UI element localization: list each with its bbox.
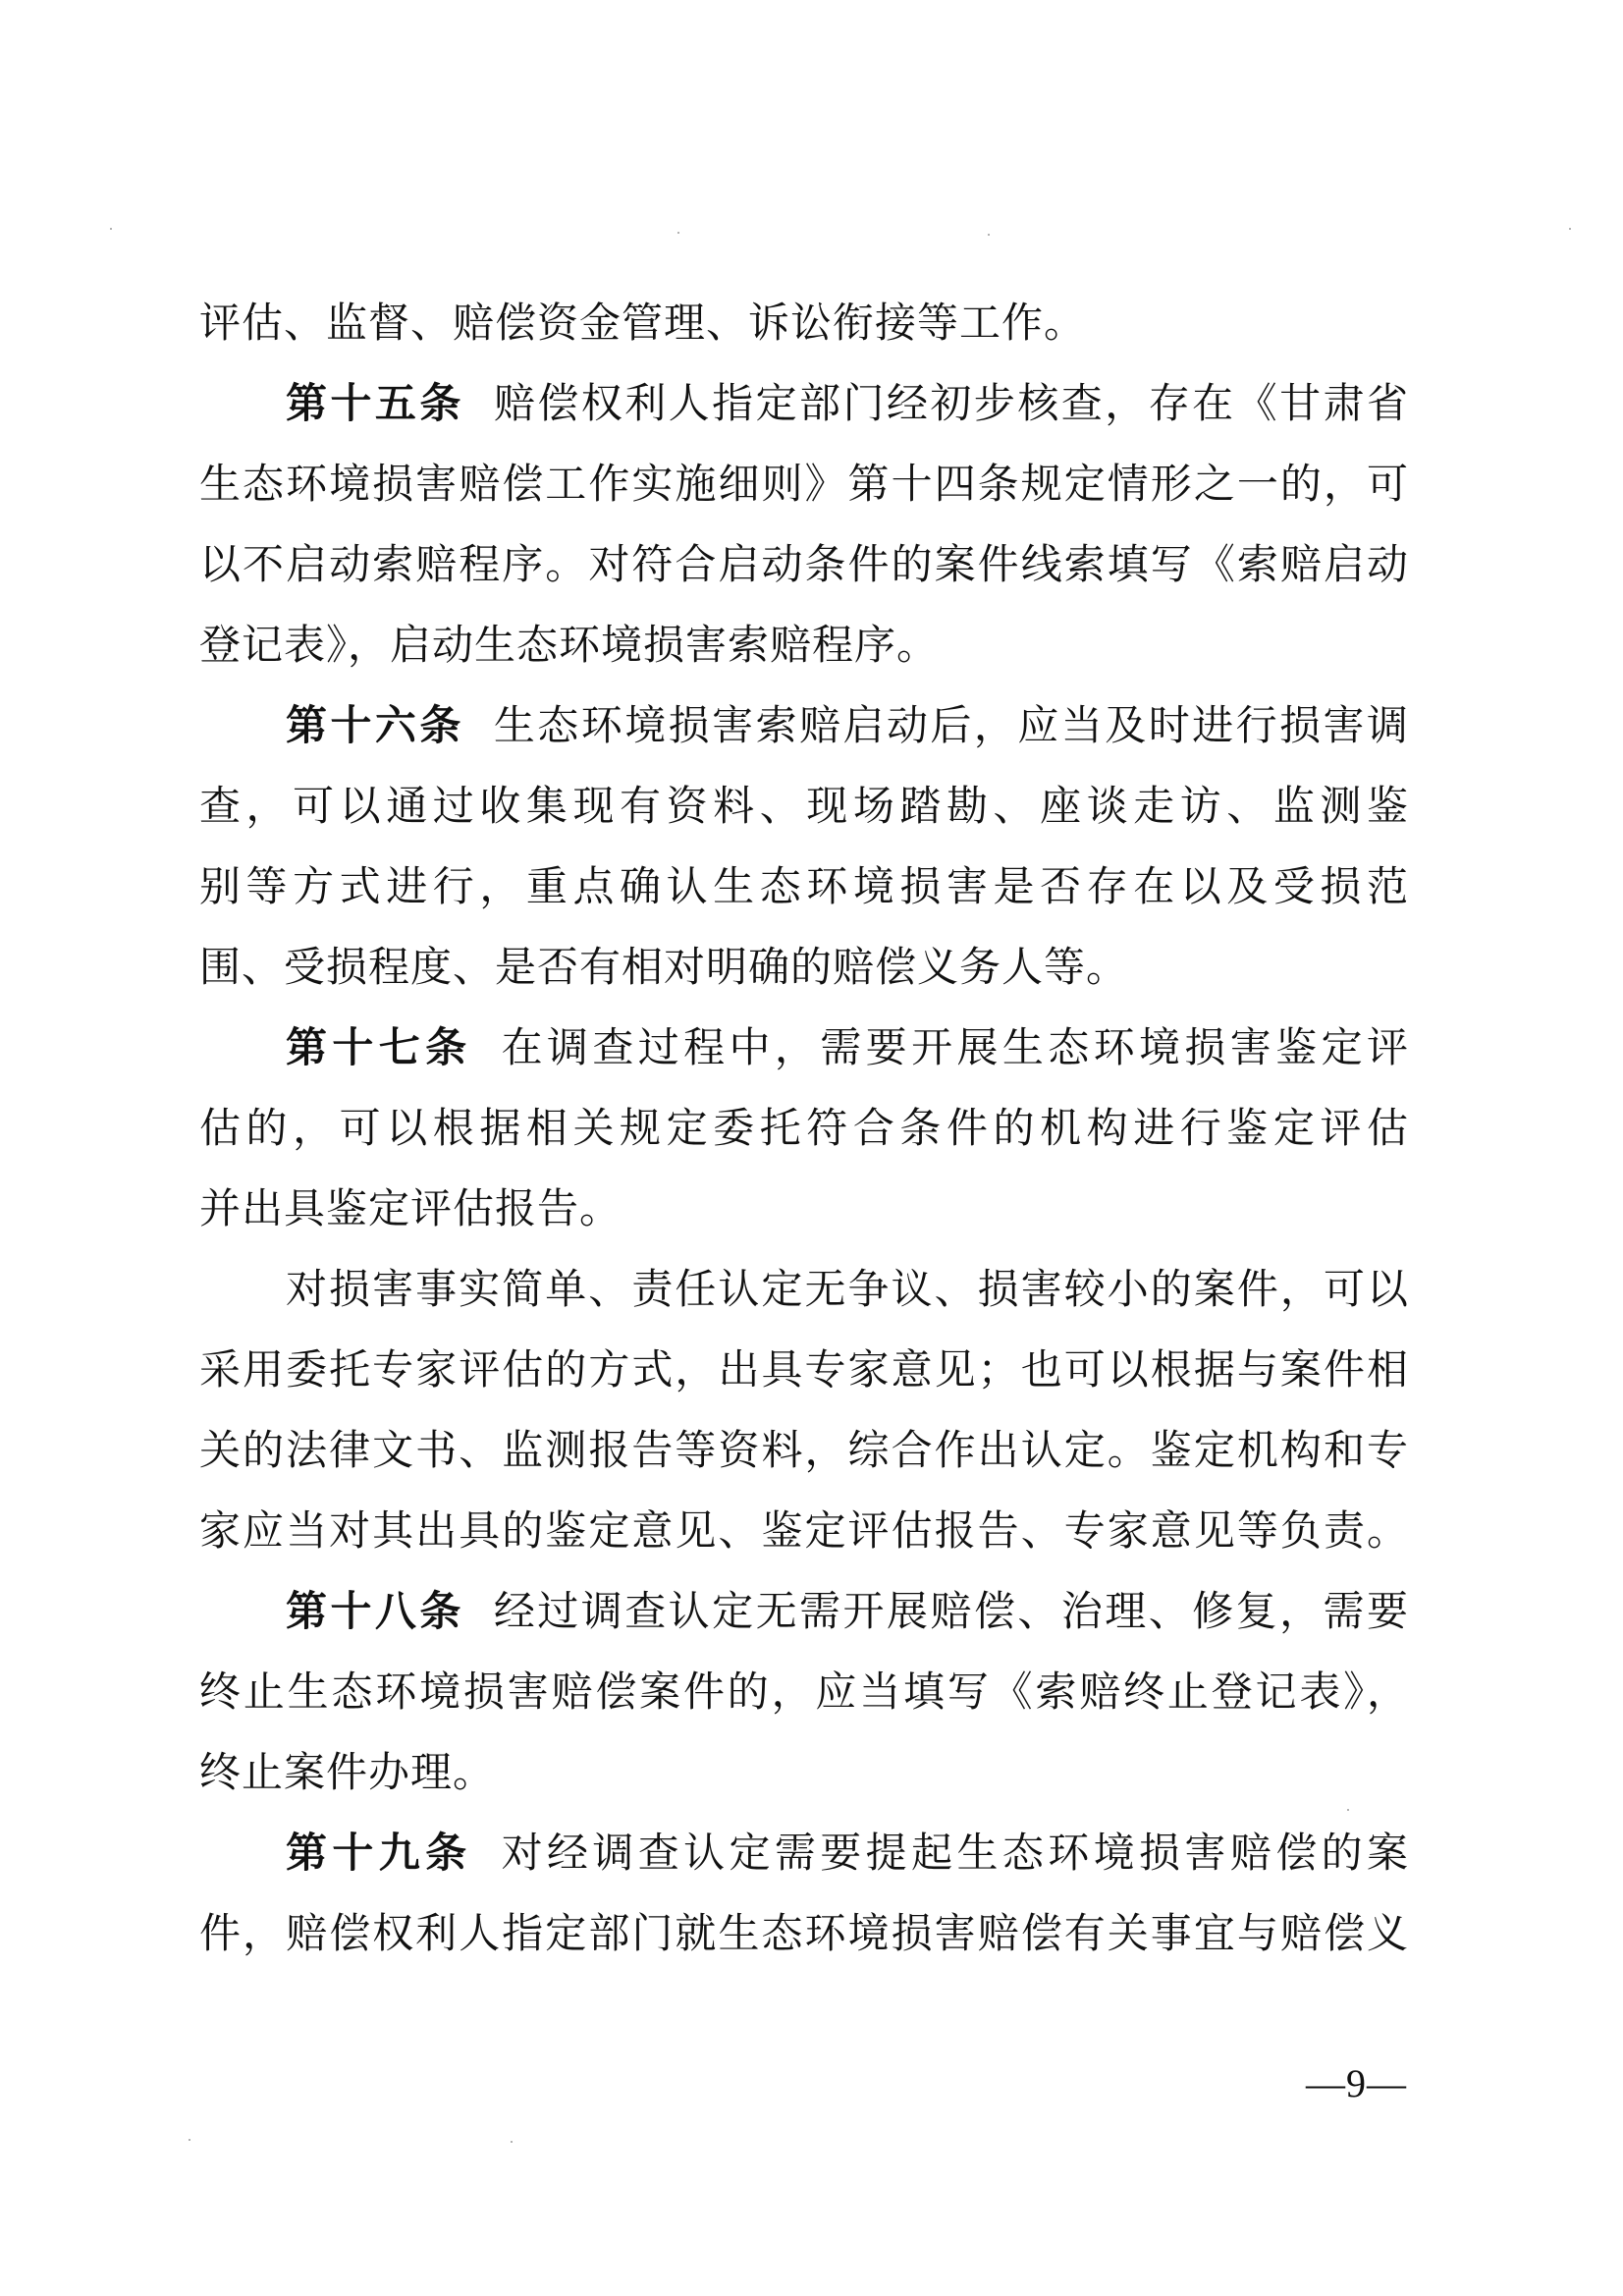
text-line: 件，赔偿权利人指定部门就生态环境损害赔偿有关事宜与赔偿义 bbox=[199, 1909, 1409, 1957]
article-text: 经过调查认定无需开展赔偿、治理、修复，需要 bbox=[493, 1587, 1409, 1635]
article-15-first-line bbox=[199, 363, 1409, 444]
article-text: 生态环境损害索赔启动后，应当及时进行损害调 bbox=[493, 701, 1409, 749]
article-number: 第十五条 bbox=[286, 379, 464, 427]
article-16-first-line bbox=[199, 685, 1409, 766]
text-line: 生态环境损害赔偿工作实施细则》第十四条规定情形之一的，可 bbox=[199, 460, 1409, 508]
text-line: 别等方式进行，重点确认生态环境损害是否存在以及受损范 bbox=[199, 862, 1409, 910]
text-line: 查，可以通过收集现有资料、现场踏勘、座谈走访、监测鉴 bbox=[199, 782, 1409, 830]
text-line: 登记表》，启动生态环境损害索赔程序。 bbox=[199, 621, 940, 669]
article-18-first-line bbox=[199, 1571, 1409, 1652]
article-19-first-line bbox=[199, 1813, 1409, 1893]
text-line: 家应当对其出具的鉴定意见、鉴定评估报告、专家意见等负责。 bbox=[199, 1506, 1409, 1555]
article-text: 赔偿权利人指定部门经初步核查，存在《甘肃省 bbox=[493, 379, 1409, 427]
article-number: 第十九条 bbox=[286, 1829, 472, 1877]
article-text: 在调查过程中，需要开展生态环境损害鉴定评 bbox=[501, 1023, 1409, 1071]
article-17-first-line bbox=[199, 1008, 1409, 1088]
scan-speck bbox=[988, 234, 990, 236]
text-line: 采用委托专家评估的方式，出具专家意见；也可以根据与案件相 bbox=[199, 1345, 1409, 1394]
scan-speck bbox=[110, 228, 112, 230]
scan-speck bbox=[1347, 1809, 1349, 1811]
text-line: 围、受损程度、是否有相对明确的赔偿义务人等。 bbox=[199, 943, 1129, 991]
text-line: 关的法律文书、监测报告等资料，综合作出认定。鉴定机构和专 bbox=[199, 1426, 1409, 1474]
document-body bbox=[199, 283, 1409, 1974]
text-line: 终止生态环境损害赔偿案件的，应当填写《索赔终止登记表》， bbox=[199, 1667, 1409, 1716]
article-text: 对经调查认定需要提起生态环境损害赔偿的案 bbox=[501, 1829, 1409, 1877]
text-line: 并出具鉴定评估报告。 bbox=[199, 1184, 622, 1232]
text-line: 估的，可以根据相关规定委托符合条件的机构进行鉴定评估 bbox=[199, 1104, 1409, 1152]
article-number: 第十八条 bbox=[286, 1587, 464, 1635]
text-line: 评估、监督、赔偿资金管理、诉讼衔接等工作。 bbox=[199, 299, 1087, 347]
page-number: —9— bbox=[1306, 2061, 1407, 2105]
scan-speck bbox=[189, 2139, 190, 2141]
article-number: 第十六条 bbox=[286, 701, 464, 749]
scan-speck bbox=[1569, 228, 1571, 230]
article-number: 第十七条 bbox=[286, 1023, 472, 1071]
scan-speck bbox=[677, 232, 679, 234]
scan-speck bbox=[511, 2141, 513, 2143]
paragraph-first-line: 对损害事实简单、责任认定无争议、损害较小的案件，可以 bbox=[286, 1265, 1409, 1313]
text-line: 终止案件办理。 bbox=[199, 1748, 496, 1796]
text-line: 以不启动索赔程序。对符合启动条件的案件线索填写《索赔启动 bbox=[199, 540, 1409, 588]
